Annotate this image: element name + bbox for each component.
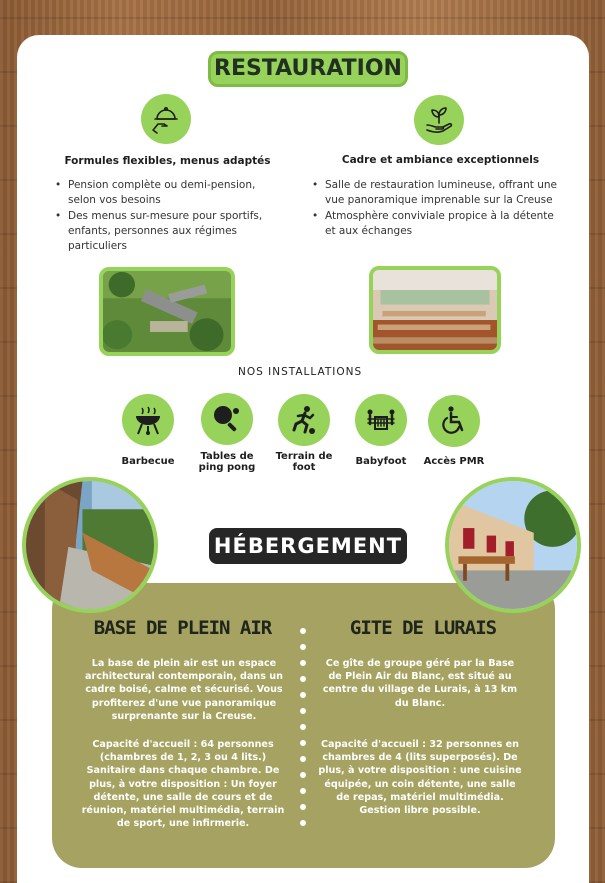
installations-title: NOS INSTALLATIONS [238,366,363,378]
gite-capacity: Capacité d'accueil : 32 personnes en chambres de 4 (lits superposés). De plus, à votre disposition : une cuisine équipée, un coin détente, une salle de repas, matériel multimédia. Gestion libre possible. [318,739,522,817]
facility-label: Barbecue [121,456,175,467]
base-description: La base de plein air est un espace architectural contemporain, dans un cadre boisé, calme et sécurisé. Vous profiterez d'une vue panoramique surprenante sur la Creuse. [85,658,283,722]
list-item: • Salle de restauration lumineuse, offrant une vue panoramique imprenable sur la Creuse [312,178,560,208]
list-item: • Des menus sur-mesure pour sportifs, enfants, personnes aux régimes particuliers [55,209,285,254]
gite-title: GITE DE LURAIS [349,617,497,639]
gite-description: Ce gîte de groupe géré par la Base de Plein Air du Blanc, est situé au centre du village de Lurais, à 13 km du Blanc. [322,658,518,709]
list-item: • Pension complète ou demi-pension, selon vos besoins [55,178,285,208]
football-icon [278,394,330,446]
right-bullet-list [312,178,560,240]
column-divider [300,628,308,836]
facility-label: Babyfoot [355,456,407,467]
restauration-title: RESTAURATION [208,51,408,87]
left-bullet-list [55,178,285,255]
facility-label: Tables de ping pong [198,451,256,473]
left-heading: Formules flexibles, menus adaptés [64,155,271,167]
hebergement-title: HÉBERGEMENT [209,528,407,564]
base-title: BASE DE PLEIN AIR [93,617,272,639]
base-capacity: Capacité d'accueil : 64 personnes (chambres de 1, 2, 3 ou 4 lits.) Sanitaire dans chaque chambre. De plus, à votre disposition : Un foyer détente, une salle de cours et de réunion, matériel multimédia, terrain de sport, une infirmerie. [81,739,285,830]
barbecue-icon [122,394,174,446]
wheelchair-icon [428,395,480,447]
list-item: • Atmosphère conviviale propice à la détente et aux échanges [312,209,560,239]
dining-room-photo [369,266,501,354]
hand-plant-icon [414,95,464,145]
facility-label: Accès PMR [423,456,485,467]
gite-building-photo [445,477,581,613]
babyfoot-icon [355,394,407,446]
aerial-photo [99,267,235,356]
building-path-photo [22,477,158,613]
serving-platter-icon [141,94,191,144]
ping-pong-icon [201,393,253,445]
facility-label: Terrain de foot [275,451,333,473]
right-heading: Cadre et ambiance exceptionnels [341,154,540,166]
